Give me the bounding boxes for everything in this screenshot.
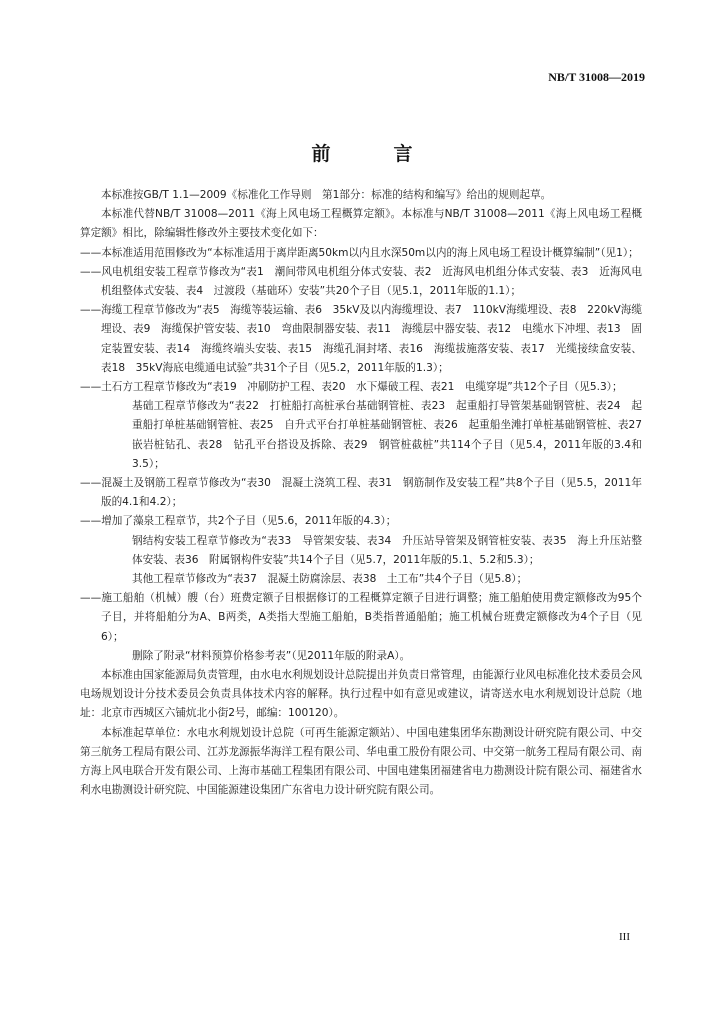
change-item-foundation: 基础工程章节修改为“表22 打桩船打高桩承台基础钢管桩、表23 起重船打导管架基础钢管桩、表24 起重船打单桩基础钢管桩、表25 自升式平台打单桩基础钢管桩、表26 起重船坐滩打单桩基础钢管桩、表27 嵌岩桩钻孔、表28 钻孔平台搭设及拆除、表29 钢管桩截桩”共114个子目（见5.4，2011年版的3.4和3.5）； (132, 400, 653, 470)
change-item-other-works: 其他工程章节修改为“表37 混凝土防腐涂层、表38 土工布”共4个子目（见5.8）； (132, 573, 528, 586)
change-item-added-chapter: ——增加了藻泉工程章节，共2个子目（见5.6，2011年版的4.3）； (80, 515, 397, 528)
change-item-steel-structure: 钢结构安装工程章节修改为“表33 导管架安装、表34 升压站导管架及钢管桩安装、表35 海上升压站整体安装、表36 附属钢构件安装”共14个子目（见5.7，2011年版的5.1、5.2和5.3）； (132, 534, 642, 566)
paragraph-replacement: 本标准代替NB/T 31008—2011《海上风电场工程概算定额》。本标准与NB/T 31008—2011《海上风电场工程概算定额》相比，除编辑性修改外主要技术变化如下： (80, 208, 642, 240)
standard-code: NB/T 31008—2019 (548, 70, 645, 84)
change-item-earthwork: ——土石方工程章节修改为“表19 冲刷防护工程、表20 水下爆破工程、表21 电缆穿堤”共12个子目（见5.3）； (80, 381, 623, 394)
change-item-wind-turbine: ——风电机组安装工程章节修改为“表1 潮间带风电机组分体式安装、表2 近海风电机组分体式安装、表3 近海风电机组整体式安装、表4 过渡段（基础环）安装”共20个子目（见5.1，2011年版的1.1）； (80, 265, 642, 298)
change-item-submarine-cable: ——海缆工程章节修改为“表5 海缆等装运输、表6 35kV及以内海缆埋设、表7 110kV海缆埋设、表8 220kV海缆埋设、表9 海缆保护管安装、表10 弯曲限制器安装、表11 海缆层中器安装、表12 电缆水下冲埋、表13 固定装置安装、表14 海缆终端头安装、表15 海缆孔洞封堵、表16 海缆拔施落安装、表17 光缆接续盒安装、表18 35kV海底电缆通电试验”共31个子目（见5.2，2011年版的1.3）； (80, 304, 642, 374)
page-title: 前 言 (311, 143, 435, 165)
paragraph-drafting-units: 本标准起草单位：水电水利规划设计总院（可再生能源定额站）、中国电建集团华东勘测设计研究院有限公司、中交第三航务工程局有限公司、江苏龙源振华海洋工程有限公司、华电重工股份有限公司、中交第一航务工程局有限公司、南方海上风电联合开发有限公司、上海市基础工程集团有限公司、中国电建集团福建省电力勘测设计院有限公司、福建省水利水电勘测设计研究院、中国能源建设集团广东省电力设计研究院有限公司。 (80, 726, 642, 797)
page-number: III (619, 931, 630, 943)
change-item-vessel-fees: ——施工船舶（机械）艘（台）班费定额子目根据修订的工程概算定额子目进行调整；施工船舶使用费定额修改为95个子目，并将船舶分为A、B两类，A类指大型施工船舶，B类指普通船舶；施工机械台班费定额修改为4个子目（见6）； (80, 592, 642, 643)
change-item-concrete: ——混凝土及钢筋工程章节修改为“表30 混凝土浇筑工程、表31 钢筋制作及安装工程”共8个子目（见5.5，2011年版的4.1和4.2）； (80, 477, 642, 509)
foreword-body (80, 186, 653, 801)
change-item-deleted-appendix: 删除了附录“材料预算价格参考表”（见2011年版的附录A）。 (132, 649, 411, 662)
change-item-scope: ——本标准适用范围修改为“本标准适用于离岸距离50km以内且水深50m以内的海上风电场工程设计概算编制”（见1）； (80, 246, 639, 259)
paragraph-management: 本标准由国家能源局负责管理，由水电水利规划设计总院提出并负责日常管理，由能源行业风电标准化技术委员会风电场规划设计分技术委员会负责具体技术内容的解释。执行过程中如有意见或建议，请寄送水电水利规划设计总院（地址：北京市西城区六铺炕北小街2号，邮编：100120）。 (80, 669, 642, 720)
paragraph-drafting-rules: 本标准按GB/T 1.1—2009《标准化工作导则 第1部分：标准的结构和编写》给出的规则起草。 (101, 189, 552, 201)
